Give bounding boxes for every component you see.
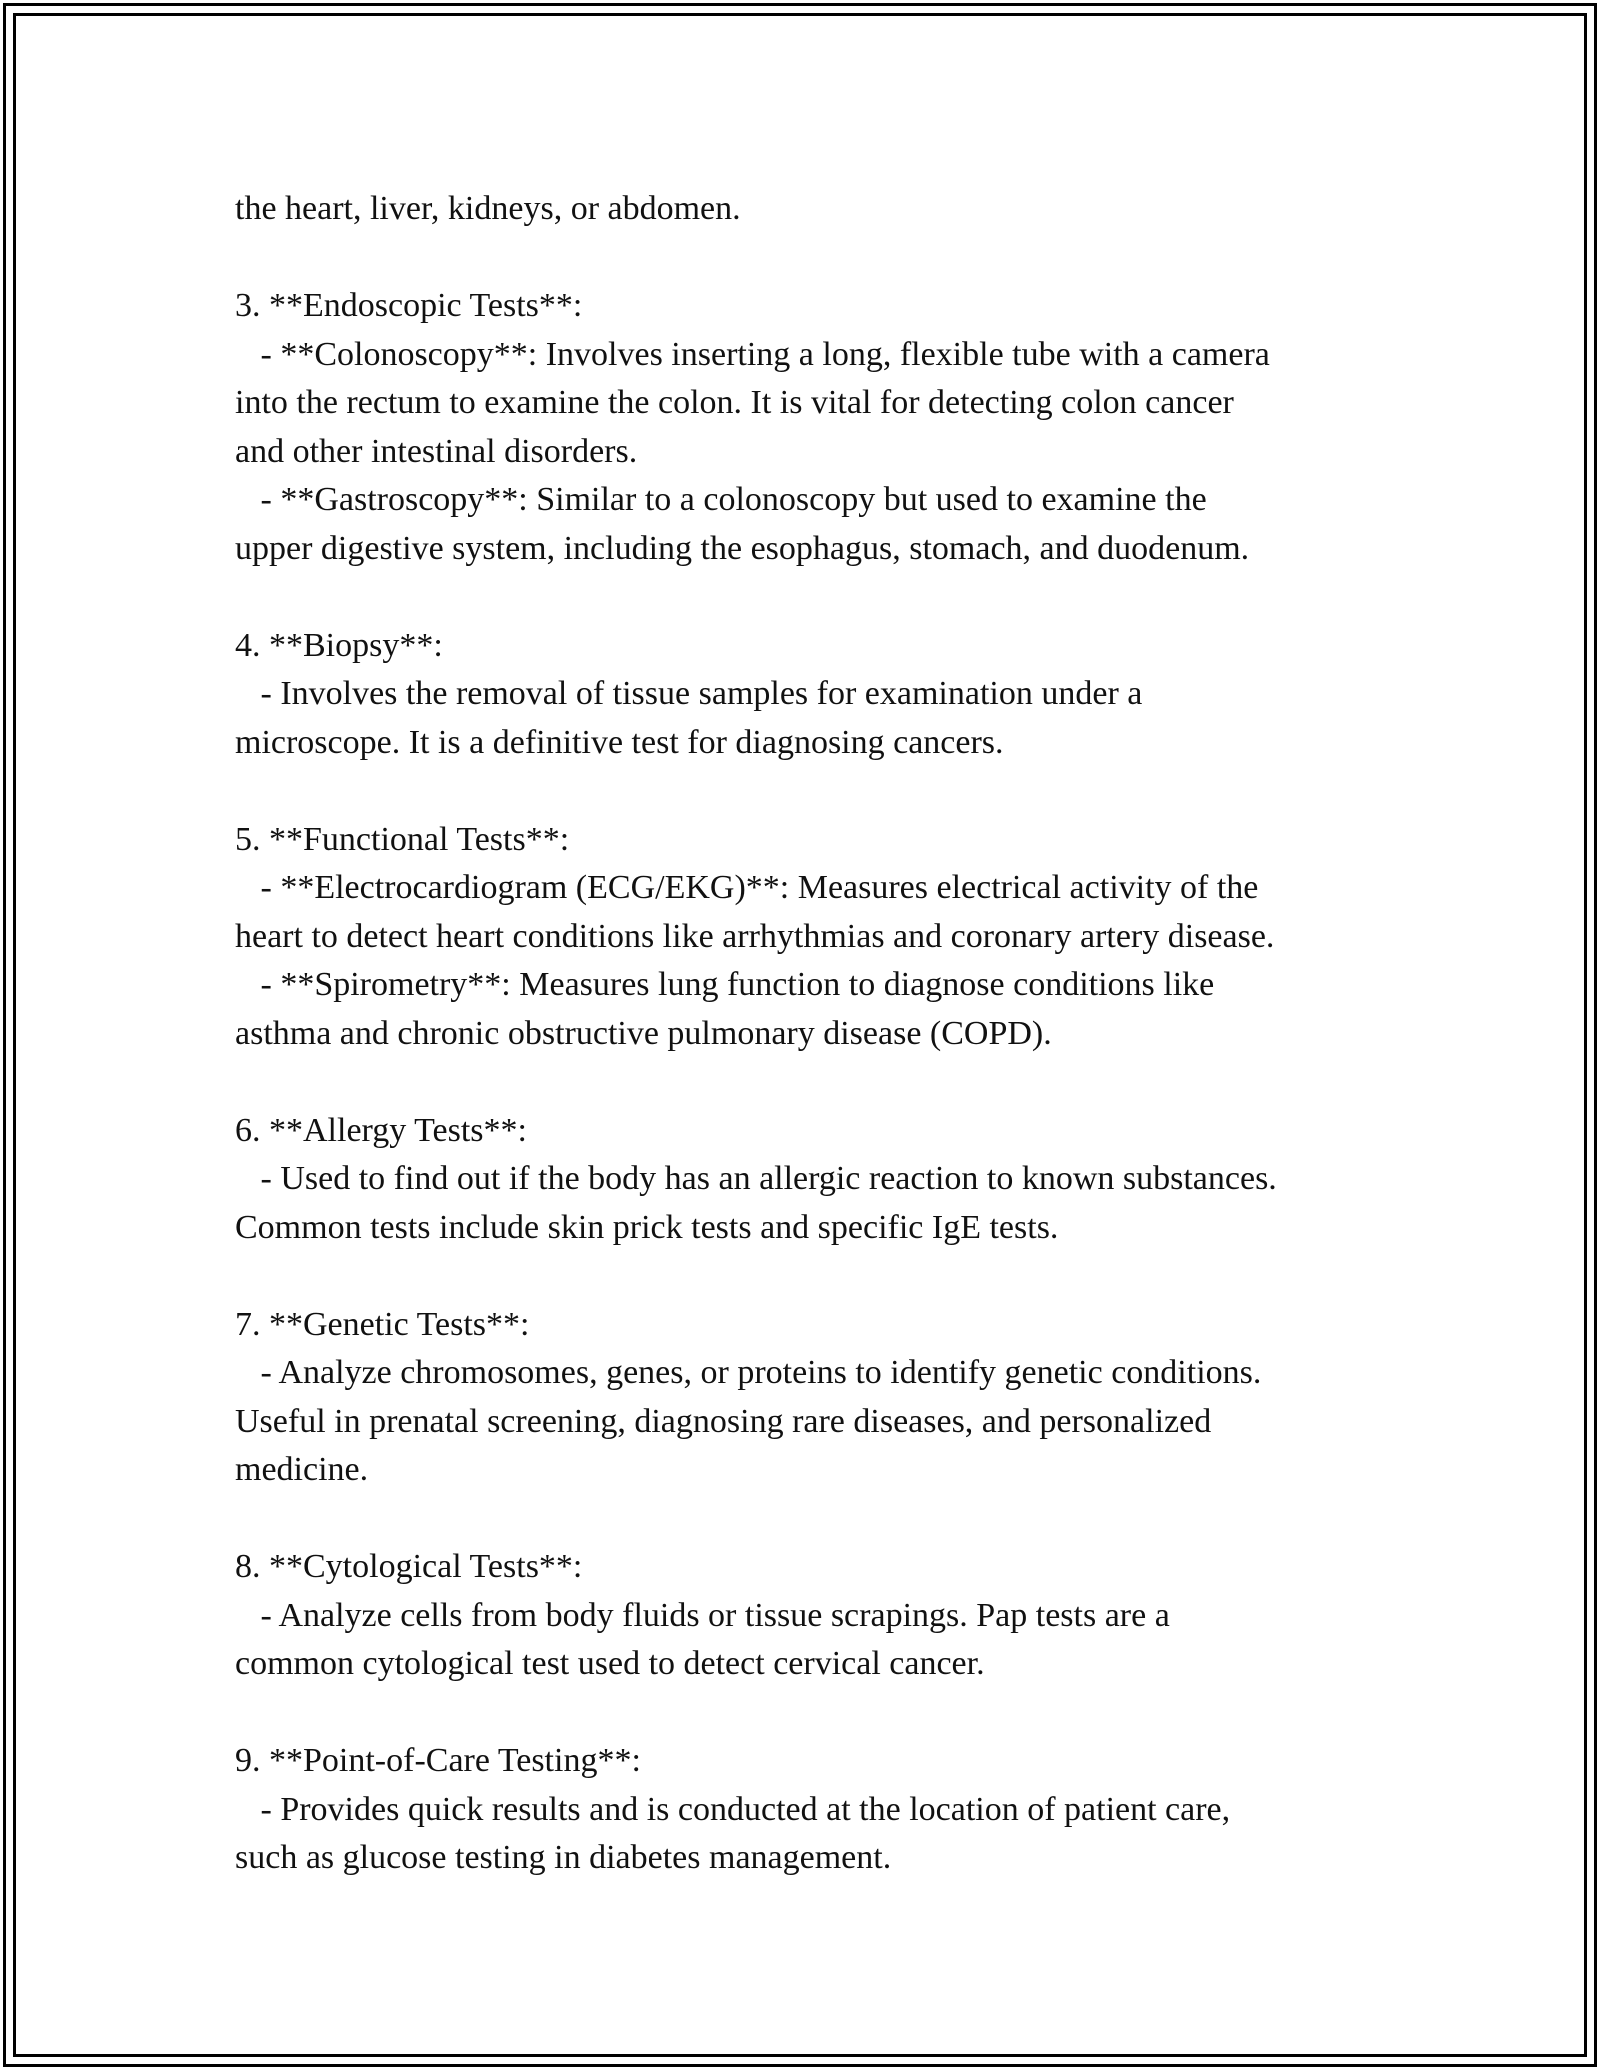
section-heading-genetic-tests: 7. **Genetic Tests**: xyxy=(235,1305,530,1343)
document-body xyxy=(235,185,1370,1883)
section-heading-point-of-care-testing: 9. **Point-of-Care Testing**: xyxy=(235,1742,641,1779)
section-heading-functional-tests: 5. **Functional Tests**: xyxy=(235,820,570,858)
text-line: into the rectum to examine the colon. It is vital for detecting colon cancer xyxy=(235,384,1234,421)
text-line: upper digestive system, including the esophagus, stomach, and duodenum. xyxy=(235,529,1250,567)
text-line: Common tests include skin prick tests and specific IgE tests. xyxy=(235,1208,1059,1246)
section-heading-biopsy: 4. **Biopsy**: xyxy=(235,626,443,664)
text-line: common cytological test used to detect cervical cancer. xyxy=(235,1645,985,1682)
text-line: - **Gastroscopy**: Similar to a colonoscopy but used to examine the xyxy=(235,481,1207,518)
text-line: the heart, liver, kidneys, or abdomen. xyxy=(235,190,741,227)
text-line: medicine. xyxy=(235,1451,369,1488)
text-line: asthma and chronic obstructive pulmonary disease (COPD). xyxy=(235,1014,1052,1052)
text-line: - Involves the removal of tissue samples for examination under a xyxy=(235,675,1143,712)
blank-line xyxy=(235,234,1370,283)
text-line: - Analyze chromosomes, genes, or proteins to identify genetic conditions. xyxy=(235,1354,1262,1391)
text-line: - Used to find out if the body has an allergic reaction to known substances. xyxy=(235,1160,1277,1197)
text-line: Useful in prenatal screening, diagnosing rare diseases, and personalized xyxy=(235,1402,1212,1440)
text-line: microscope. It is a definitive test for diagnosing cancers. xyxy=(235,723,1004,761)
blank-line xyxy=(235,1495,1370,1544)
text-line: such as glucose testing in diabetes management. xyxy=(235,1839,892,1876)
text-line: - **Electrocardiogram (ECG/EKG)**: Measures electrical activity of the xyxy=(235,869,1259,906)
blank-line xyxy=(235,1689,1370,1738)
blank-line xyxy=(235,1058,1370,1107)
blank-line xyxy=(235,1252,1370,1301)
text-line: - **Spirometry**: Measures lung function to diagnose conditions like xyxy=(235,966,1215,1003)
text-line: - **Colonoscopy**: Involves inserting a long, flexible tube with a camera xyxy=(235,335,1270,373)
text-line: - Analyze cells from body fluids or tissue scrapings. Pap tests are a xyxy=(235,1596,1170,1634)
blank-line xyxy=(235,767,1370,816)
section-heading-allergy-tests: 6. **Allergy Tests**: xyxy=(235,1111,527,1149)
text-line: - Provides quick results and is conducted at the location of patient care, xyxy=(235,1790,1231,1828)
blank-line xyxy=(235,573,1370,622)
text-line: heart to detect heart conditions like arrhythmias and coronary artery disease. xyxy=(235,917,1275,955)
section-heading-endoscopic-tests: 3. **Endoscopic Tests**: xyxy=(235,287,583,324)
section-heading-cytological-tests: 8. **Cytological Tests**: xyxy=(235,1548,583,1585)
text-line: and other intestinal disorders. xyxy=(235,432,638,470)
